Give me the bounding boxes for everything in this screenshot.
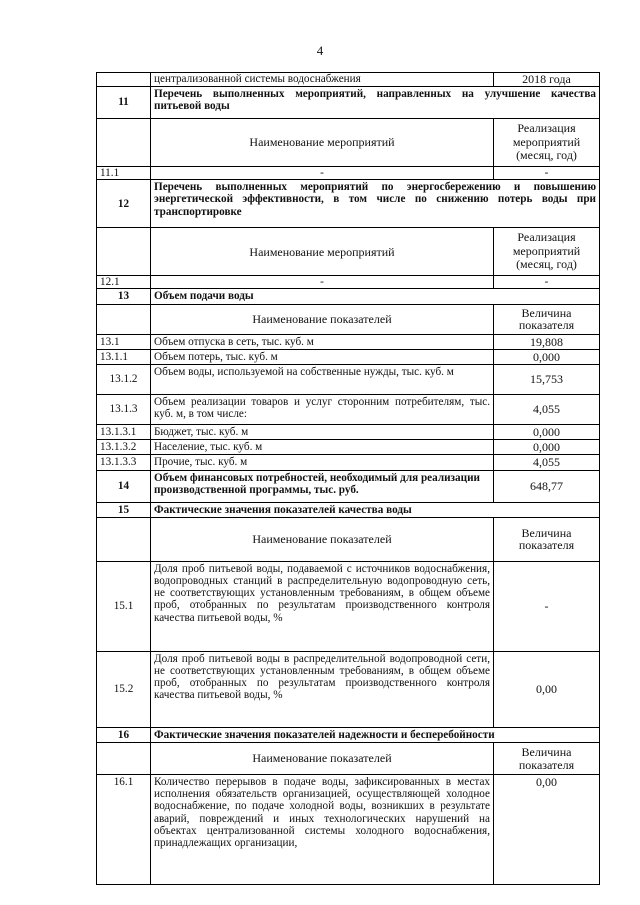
table-row (97, 276, 600, 289)
section-title: Фактические значения показателей надежности и бесперебойности (151, 727, 600, 742)
section-header-12 (97, 180, 600, 228)
row-name: Доля проб питьевой воды, подаваемой с источников водоснабжения, водопроводных станций в распределительную водопроводную сеть, не соответствующих установленным требованиям, в общем объеме проб, отобранных по результатам производственного контроля качества питьевой воды, % (151, 561, 494, 651)
row-number: 12.1 (97, 276, 151, 289)
table-row (97, 561, 600, 651)
column-header-row (97, 517, 600, 561)
section-value: 648,77 (494, 470, 600, 502)
row-value: - (494, 276, 600, 289)
column-header-implementation: Реализация мероприятий (месяц, год) (494, 119, 600, 167)
row-number: 16.1 (97, 775, 151, 885)
section-header-15 (97, 502, 600, 517)
row-value: 4,055 (494, 455, 600, 470)
row-name: - (151, 167, 494, 180)
table-row (97, 440, 600, 455)
row-value: 19,808 (494, 334, 600, 349)
column-header-value: Величина показателя (494, 304, 600, 334)
column-header-name: Наименование показателей (151, 517, 494, 561)
row-value: 4,055 (494, 395, 600, 425)
row-name: централизованной системы водоснабжения (151, 73, 494, 87)
column-header-row (97, 743, 600, 775)
section-title: Объем финансовых потребностей, необходимый для реализации производственной программы, тыс. руб. (151, 470, 494, 502)
row-name: Объем отпуска в сеть, тыс. куб. м (151, 334, 494, 349)
section-header-14 (97, 470, 600, 502)
row-name: Прочие, тыс. куб. м (151, 455, 494, 470)
row-name: Количество перерывов в подаче воды, зафиксированных в местах исполнения обязательств организацией, осуществляющей холодное водоснабжение, по подаче холодной воды, возникших в результате аварий, повреждений и иных технологических нарушений на объектах централизованной системы холодного водоснабжения, принадлежащих организации, (151, 775, 494, 885)
column-header-value: Величина показателя (494, 517, 600, 561)
row-value: 2018 года (494, 73, 600, 87)
section-number: 16 (97, 727, 151, 742)
row-number: 13.1.3 (97, 395, 151, 425)
section-title: Фактические значения показателей качества воды (151, 502, 600, 517)
row-number: 13.1.3.1 (97, 425, 151, 440)
row-name: Доля проб питьевой воды в распределительной водопроводной сети, не соответствующих установленным требованиям, в общем объеме проб, отобранных по результатам производственного контроля качества питьевой воды, % (151, 651, 494, 727)
section-number: 12 (97, 180, 151, 228)
row-name: - (151, 276, 494, 289)
table-row (97, 334, 600, 349)
table-row (97, 365, 600, 395)
row-value: 0,00 (494, 651, 600, 727)
row-number: 13.1.1 (97, 349, 151, 364)
row-name: Бюджет, тыс. куб. м (151, 425, 494, 440)
column-header-value: Величина показателя (494, 743, 600, 775)
row-number: 13.1.3.3 (97, 455, 151, 470)
row-number: 13.1.3.2 (97, 440, 151, 455)
row-name: Объем воды, используемой на собственные нужды, тыс. куб. м (151, 365, 494, 395)
table-row (97, 349, 600, 364)
page-number: 4 (316, 43, 324, 58)
table-row (97, 395, 600, 425)
row-value: 15,753 (494, 365, 600, 395)
column-header-name: Наименование показателей (151, 304, 494, 334)
table-row (97, 425, 600, 440)
row-value: 0,000 (494, 425, 600, 440)
row-value: - (494, 561, 600, 651)
row-value: - (494, 167, 600, 180)
table-row (97, 73, 600, 87)
table-row (97, 775, 600, 885)
row-value: 0,000 (494, 440, 600, 455)
table-row (97, 651, 600, 727)
row-name: Население, тыс. куб. м (151, 440, 494, 455)
row-value: 0,00 (494, 775, 600, 885)
row-value: 0,000 (494, 349, 600, 364)
column-header-row (97, 119, 600, 167)
row-number: 15.1 (97, 561, 151, 651)
section-title: Перечень выполненных мероприятий по энергосбережению и повышению энергетической эффективности, в том числе по снижению потерь воды при транспортировке (151, 180, 600, 228)
section-number: 14 (97, 470, 151, 502)
row-number: 15.2 (97, 651, 151, 727)
row-number: 13.1.2 (97, 365, 151, 395)
section-number: 13 (97, 289, 151, 304)
section-title: Объем подачи воды (151, 289, 600, 304)
row-name: Объем потерь, тыс. куб. м (151, 349, 494, 364)
column-header-row (97, 228, 600, 276)
section-header-13 (97, 289, 600, 304)
section-title: Перечень выполненных мероприятий, направленных на улучшение качества питьевой воды (151, 87, 600, 119)
section-number: 15 (97, 502, 151, 517)
column-header-row (97, 304, 600, 334)
table-row (97, 167, 600, 180)
section-header-11 (97, 87, 600, 119)
column-header-name: Наименование мероприятий (151, 119, 494, 167)
row-number: 13.1 (97, 334, 151, 349)
table-row (97, 455, 600, 470)
column-header-name: Наименование мероприятий (151, 228, 494, 276)
section-header-16 (97, 727, 600, 742)
column-header-implementation: Реализация мероприятий (месяц, год) (494, 228, 600, 276)
report-table (96, 72, 600, 885)
row-name: Объем реализации товаров и услуг сторонним потребителям, тыс. куб. м, в том числе: (151, 395, 494, 425)
row-number: 11.1 (97, 167, 151, 180)
section-number: 11 (97, 87, 151, 119)
column-header-name: Наименование показателей (151, 743, 494, 775)
